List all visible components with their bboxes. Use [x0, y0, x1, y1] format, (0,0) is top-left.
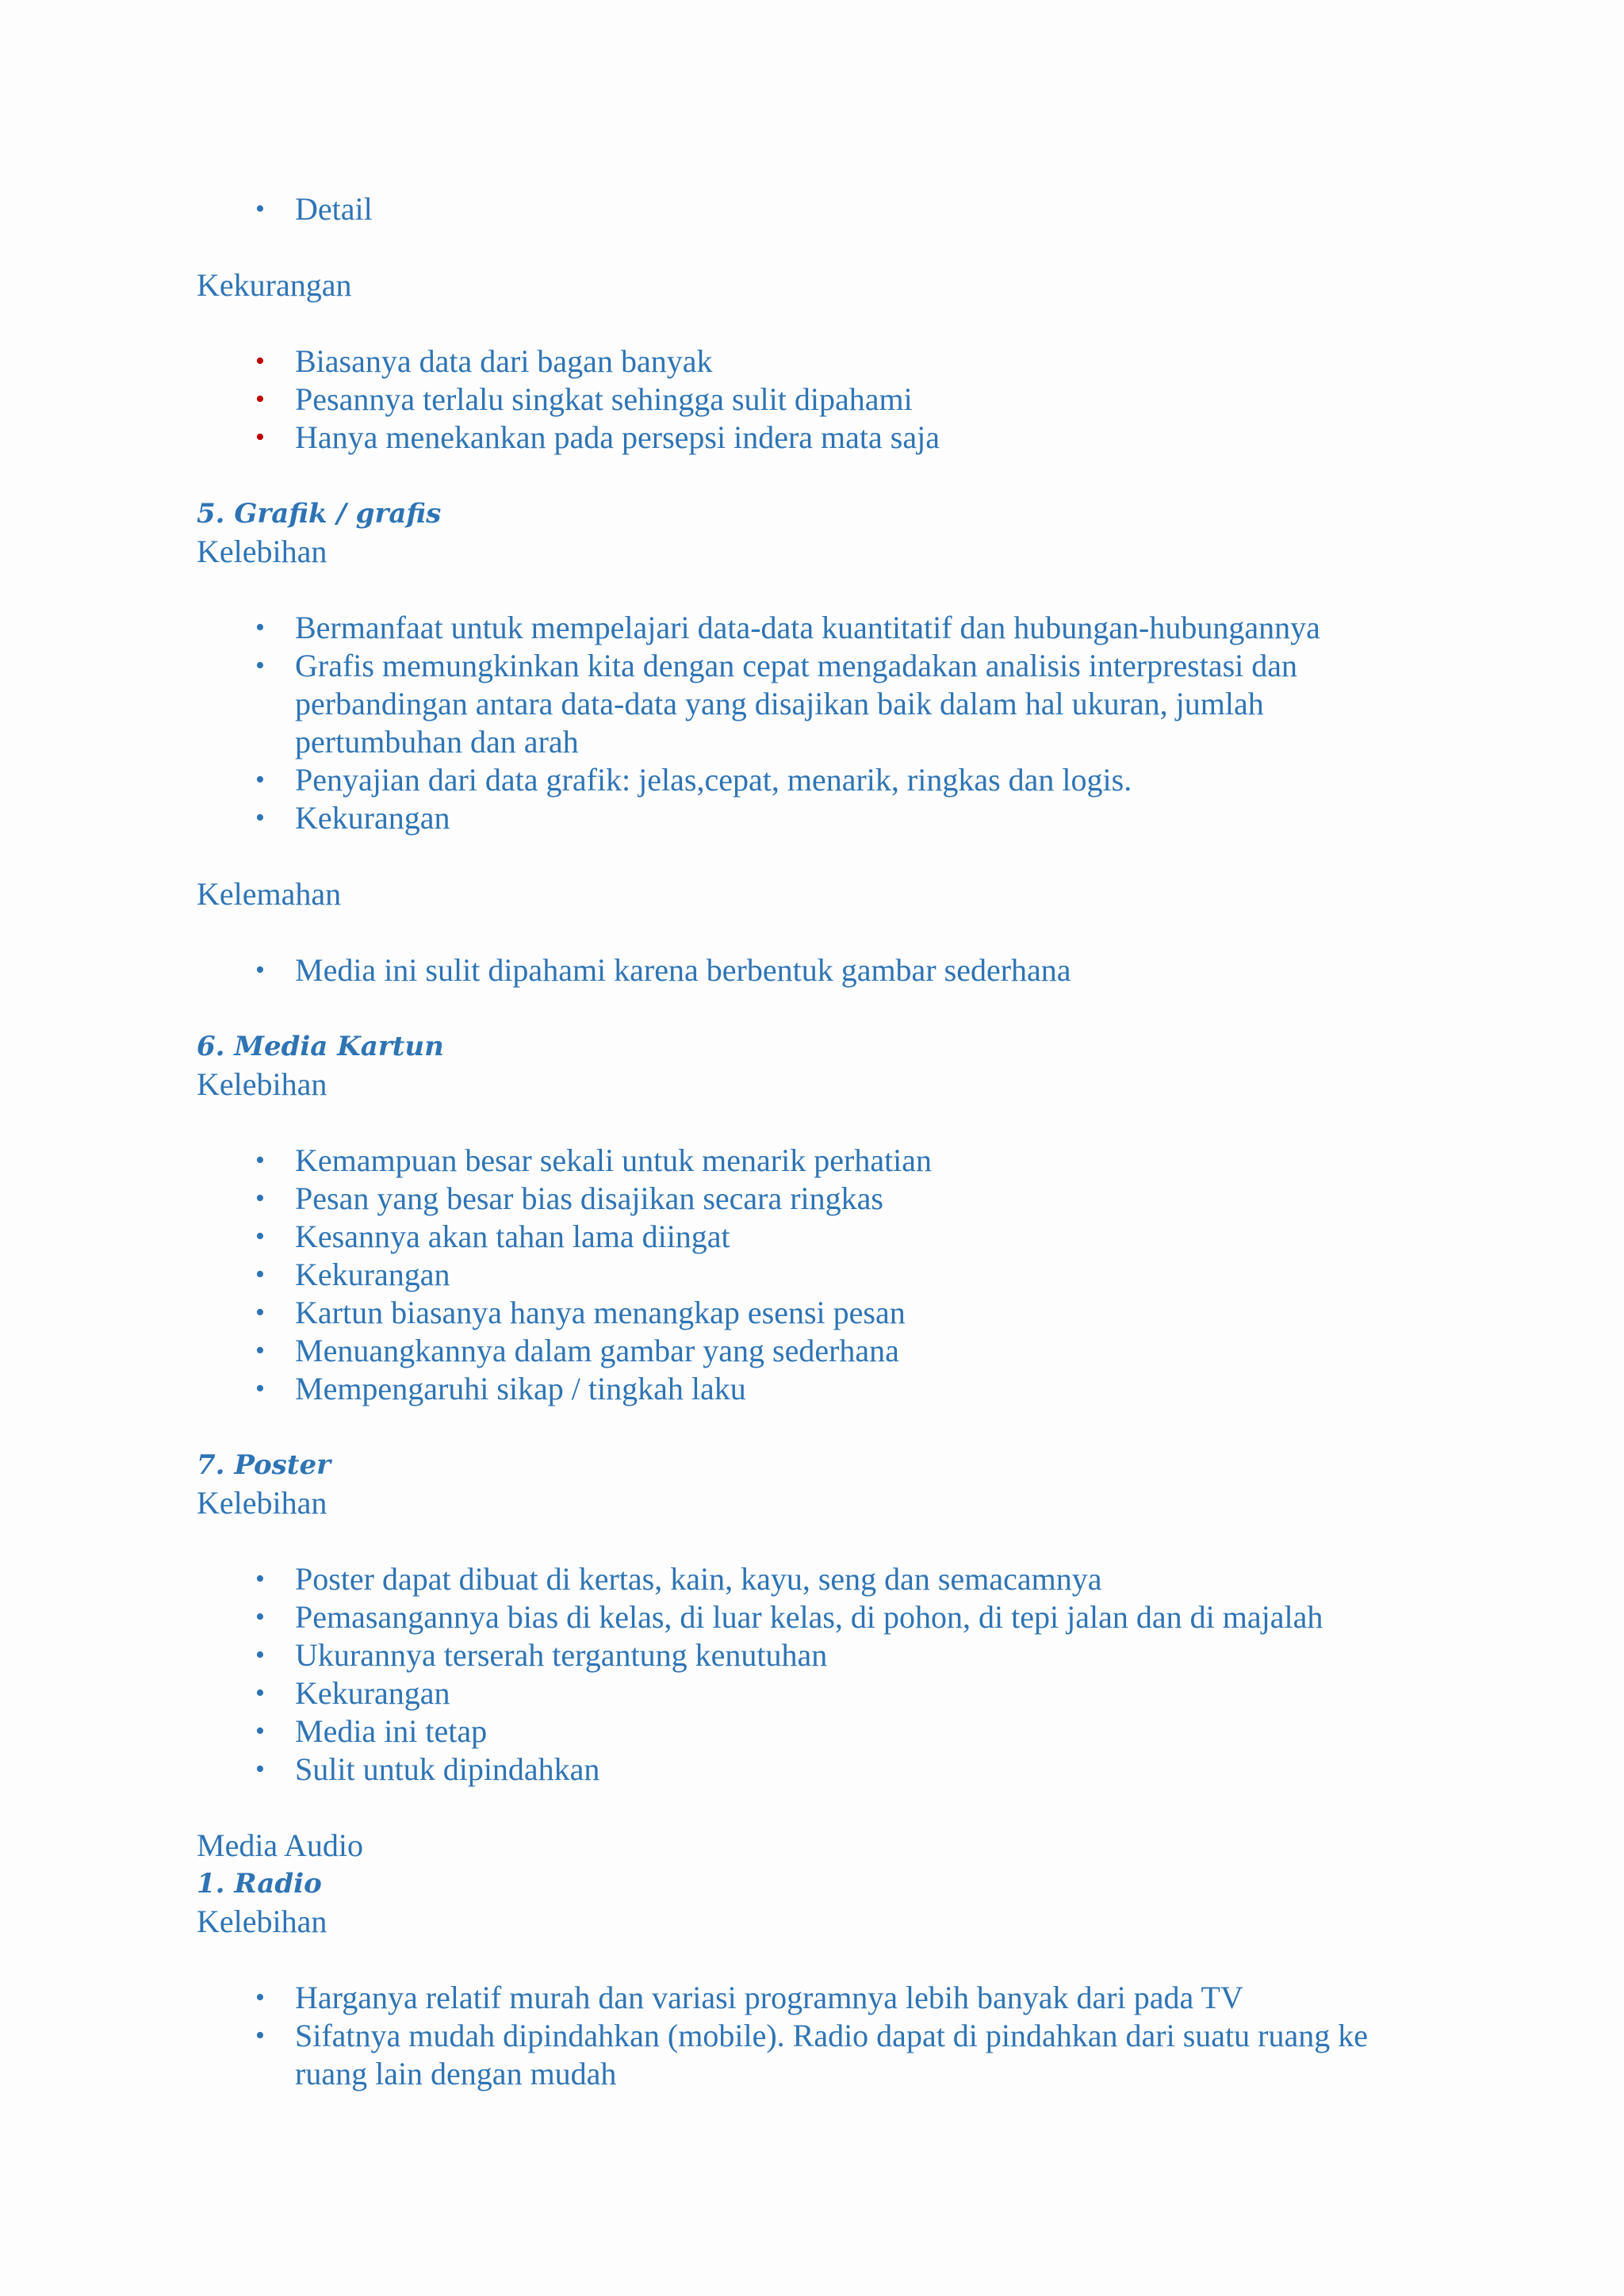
- bullet-icon: •: [255, 803, 265, 832]
- list-item: • Media ini sulit dipahami karena berbentuk gambar sederhana: [197, 951, 1434, 989]
- bullet-icon: •: [255, 385, 265, 414]
- bullet-icon: •: [255, 1716, 265, 1746]
- section-heading-grafik: 5. Grafik / grafis: [197, 498, 442, 530]
- bullet-icon: •: [255, 423, 265, 452]
- document-content: [197, 190, 1434, 2131]
- bullet-icon: •: [255, 955, 265, 985]
- bullet-icon: •: [255, 765, 265, 794]
- list-item: • Poster dapat dibuat di kertas, kain, kayu, seng dan semacamnya: [197, 1560, 1434, 1598]
- list-item: • Kemampuan besar sekali untuk menarik perhatian: [197, 1142, 1434, 1180]
- list-item: • Ukurannya terserah tergantung kenutuhan: [197, 1636, 1434, 1674]
- list-item: • Kekurangan: [197, 799, 1434, 837]
- bullet-icon: •: [255, 1755, 265, 1784]
- bullet-icon: •: [255, 1298, 265, 1327]
- poster-list: [197, 1560, 1434, 1789]
- list-item: • Menuangkannya dalam gambar yang sederhana: [197, 1332, 1434, 1370]
- bullet-icon: •: [255, 613, 265, 642]
- bullet-icon: •: [255, 1260, 265, 1289]
- list-item: • Kartun biasanya hanya menangkap esensi pesan: [197, 1294, 1434, 1332]
- list-item: • Detail: [197, 190, 1434, 228]
- list-item: • Harganya relatif murah dan variasi programnya lebih banyak dari pada TV: [197, 1979, 1434, 2017]
- list-item: • Kekurangan: [197, 1256, 1434, 1294]
- list-item: • Grafis memungkinkan kita dengan cepat mengadakan analisis interprestasi dan perbandingan antara data-data yang disajikan baik dalam hal ukuran, jumlah pertumbuhan dan arah: [197, 647, 1434, 761]
- section-heading-poster: 7. Poster: [197, 1449, 331, 1481]
- bullet-icon: •: [255, 346, 265, 376]
- kelebihan-label: Kelebihan: [197, 534, 327, 569]
- bullet-icon: •: [255, 1564, 265, 1594]
- bullet-icon: •: [255, 1336, 265, 1365]
- bullet-icon: •: [255, 194, 265, 224]
- list-item: • Media ini tetap: [197, 1712, 1434, 1751]
- kelebihan-label: Kelebihan: [197, 1904, 327, 1939]
- bullet-icon: •: [255, 1678, 265, 1708]
- list-item: • Pemasangannya bias di kelas, di luar kelas, di pohon, di tepi jalan dan di majalah: [197, 1598, 1434, 1636]
- bullet-icon: •: [255, 1602, 265, 1632]
- bullet-icon: •: [255, 1374, 265, 1403]
- bullet-icon: •: [255, 1146, 265, 1175]
- list-item: • Bermanfaat untuk mempelajari data-data kuantitatif dan hubungan-hubungannya: [197, 609, 1434, 647]
- kartun-list: [197, 1142, 1434, 1408]
- list-item: • Sifatnya mudah dipindahkan (mobile). Radio dapat di pindahkan dari suatu ruang ke ruang lain dengan mudah: [197, 2017, 1434, 2093]
- kekurangan-list: [197, 342, 1434, 457]
- grafik-kelebihan-list: [197, 609, 1434, 837]
- kelemahan-label: Kelemahan: [197, 876, 342, 912]
- bullet-icon: •: [255, 651, 265, 680]
- list-item: • Hanya menekankan pada persepsi indera mata saja: [197, 419, 1434, 457]
- list-item: • Kekurangan: [197, 1674, 1434, 1712]
- section-heading-kartun: 6. Media Kartun: [197, 1031, 444, 1062]
- list-item: • Sulit untuk dipindahkan: [197, 1751, 1434, 1789]
- top-list: [197, 190, 1434, 228]
- grafik-kelemahan-list: [197, 951, 1434, 989]
- list-item: • Kesannya akan tahan lama diingat: [197, 1218, 1434, 1256]
- list-item: • Penyajian dari data grafik: jelas,cepat, menarik, ringkas dan logis.: [197, 761, 1434, 799]
- list-item: • Mempengaruhi sikap / tingkah laku: [197, 1370, 1434, 1408]
- radio-list: [197, 1979, 1434, 2093]
- media-audio-label: Media Audio: [197, 1827, 363, 1863]
- kekurangan-label: Kekurangan: [197, 267, 352, 303]
- bullet-icon: •: [255, 1184, 265, 1213]
- bullet-icon: •: [255, 1983, 265, 2012]
- list-item: • Biasanya data dari bagan banyak: [197, 342, 1434, 381]
- list-item: • Pesan yang besar bias disajikan secara ringkas: [197, 1180, 1434, 1218]
- list-item: • Pesannya terlalu singkat sehingga sulit dipahami: [197, 381, 1434, 419]
- bullet-icon: •: [255, 1222, 265, 1251]
- section-heading-radio: 1. Radio: [197, 1868, 322, 1900]
- kelebihan-label: Kelebihan: [197, 1485, 327, 1521]
- kelebihan-label: Kelebihan: [197, 1066, 327, 1102]
- bullet-icon: •: [255, 1640, 265, 1670]
- bullet-icon: •: [255, 2021, 265, 2050]
